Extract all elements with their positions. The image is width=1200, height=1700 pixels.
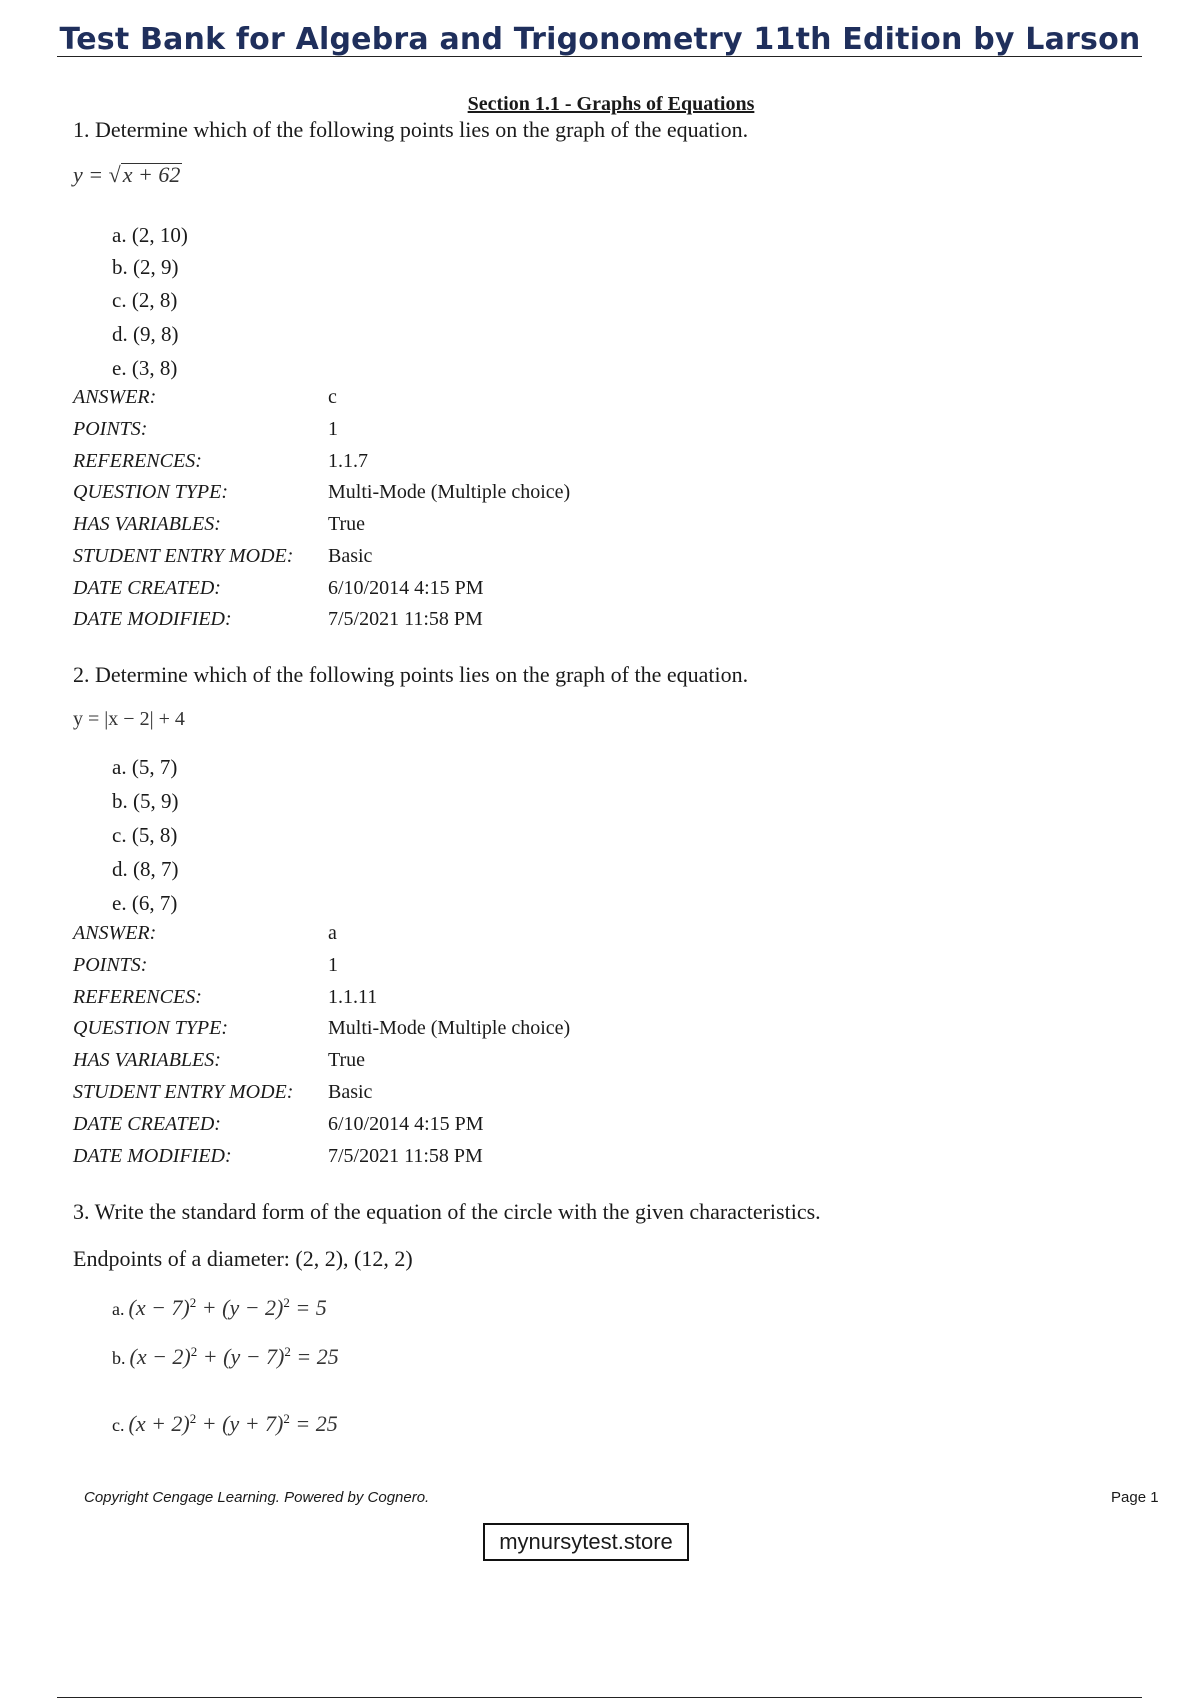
q2-points-label: POINTS: (73, 954, 148, 976)
q1-points-value: 1 (328, 418, 338, 440)
option-term-2: + (y − 7) (197, 1344, 285, 1369)
q1-date-created-label: DATE CREATED: (73, 577, 221, 599)
option-term-1: (x + 2) (128, 1411, 190, 1436)
question-1-option-a: a. (2, 10) (112, 223, 188, 247)
option-letter: b. (112, 1348, 126, 1368)
q1-date-created-value: 6/10/2014 4:15 PM (328, 577, 484, 599)
q1-date-modified-label: DATE MODIFIED: (73, 608, 232, 630)
option-term-1: (x − 2) (129, 1344, 191, 1369)
question-2-option-c: c. (5, 8) (112, 823, 178, 847)
option-exponent-2: 2 (283, 1295, 290, 1310)
option-exponent-1: 2 (189, 1295, 197, 1310)
square-root (109, 162, 183, 188)
page-number: Page 1 (1111, 1489, 1159, 1506)
option-exponent-1: 2 (190, 1344, 198, 1359)
q2-points-value: 1 (328, 954, 338, 976)
question-3-option-b (112, 1344, 339, 1370)
option-letter: c. (112, 1415, 125, 1435)
q2-date-created-label: DATE CREATED: (73, 1113, 221, 1135)
option-exponent-2: 2 (284, 1344, 291, 1359)
equation-radicand: x + 62 (122, 162, 181, 187)
question-1-option-b: b. (2, 9) (112, 255, 179, 279)
question-1-text: 1. Determine which of the following points lies on the graph of the equation. (73, 117, 749, 142)
question-3-text: 3. Write the standard form of the equation of the circle with the given characteristics. (73, 1199, 821, 1224)
document-title: Test Bank for Algebra and Trigonometry 11th Edition by Larson (59, 22, 1141, 57)
question-3-option-a (112, 1295, 327, 1321)
copyright-notice: Copyright Cengage Learning. Powered by Cognero. (84, 1489, 430, 1506)
option-rhs: = 25 (290, 1344, 339, 1369)
q2-references-label: REFERENCES: (73, 986, 202, 1008)
q2-entry-mode-label: STUDENT ENTRY MODE: (73, 1081, 294, 1103)
question-3-option-c (112, 1411, 338, 1437)
question-2-option-d: d. (8, 7) (112, 857, 179, 881)
q1-references-label: REFERENCES: (73, 450, 202, 472)
option-term-1: (x − 7) (128, 1295, 190, 1320)
equation-lhs: y = (73, 162, 104, 187)
header-divider (57, 56, 1142, 57)
option-rhs: = 5 (289, 1295, 327, 1320)
q1-has-variables-label: HAS VARIABLES: (73, 513, 221, 535)
q1-date-modified-value: 7/5/2021 11:58 PM (328, 608, 483, 630)
question-1-option-c: c. (2, 8) (112, 288, 178, 312)
question-1-option-e: e. (3, 8) (112, 356, 178, 380)
question-1-option-d: d. (9, 8) (112, 322, 179, 346)
question-2-option-a: a. (5, 7) (112, 755, 178, 779)
q1-question-type-label: QUESTION TYPE: (73, 481, 229, 503)
watermark-link[interactable]: mynursytest.store (483, 1523, 689, 1561)
q2-date-modified-label: DATE MODIFIED: (73, 1145, 232, 1167)
q1-question-type-value: Multi-Mode (Multiple choice) (328, 481, 571, 503)
section-title: Section 1.1 - Graphs of Equations (467, 93, 755, 115)
question-2-equation: y = |x − 2| + 4 (73, 708, 185, 730)
question-2-option-e: e. (6, 7) (112, 891, 178, 915)
question-2-option-b: b. (5, 9) (112, 789, 179, 813)
q2-question-type-label: QUESTION TYPE: (73, 1017, 229, 1039)
question-2-text: 2. Determine which of the following points lies on the graph of the equation. (73, 662, 749, 687)
option-exponent-1: 2 (189, 1411, 197, 1426)
footer-divider (57, 1697, 1142, 1698)
q2-answer-value: a (328, 922, 337, 944)
q1-points-label: POINTS: (73, 418, 148, 440)
q1-answer-value: c (328, 386, 337, 408)
q2-date-modified-value: 7/5/2021 11:58 PM (328, 1145, 483, 1167)
q2-references-value: 1.1.11 (328, 986, 378, 1008)
q2-date-created-value: 6/10/2014 4:15 PM (328, 1113, 484, 1135)
radical-sign-icon: √ (108, 162, 121, 187)
q2-has-variables-label: HAS VARIABLES: (73, 1049, 221, 1071)
q2-entry-mode-value: Basic (328, 1081, 373, 1103)
question-3-given: Endpoints of a diameter: (2, 2), (12, 2) (73, 1246, 413, 1271)
q1-entry-mode-label: STUDENT ENTRY MODE: (73, 545, 294, 567)
option-term-2: + (y − 2) (196, 1295, 284, 1320)
q1-answer-label: ANSWER: (73, 386, 157, 408)
q2-question-type-value: Multi-Mode (Multiple choice) (328, 1017, 571, 1039)
question-1-equation (73, 162, 182, 188)
q2-answer-label: ANSWER: (73, 922, 157, 944)
q1-references-value: 1.1.7 (328, 450, 368, 472)
option-exponent-2: 2 (283, 1411, 290, 1426)
option-term-2: + (y + 7) (196, 1411, 284, 1436)
q1-has-variables-value: True (328, 513, 366, 535)
q1-entry-mode-value: Basic (328, 545, 373, 567)
option-rhs: = 25 (289, 1411, 338, 1436)
option-letter: a. (112, 1299, 125, 1319)
q2-has-variables-value: True (328, 1049, 366, 1071)
